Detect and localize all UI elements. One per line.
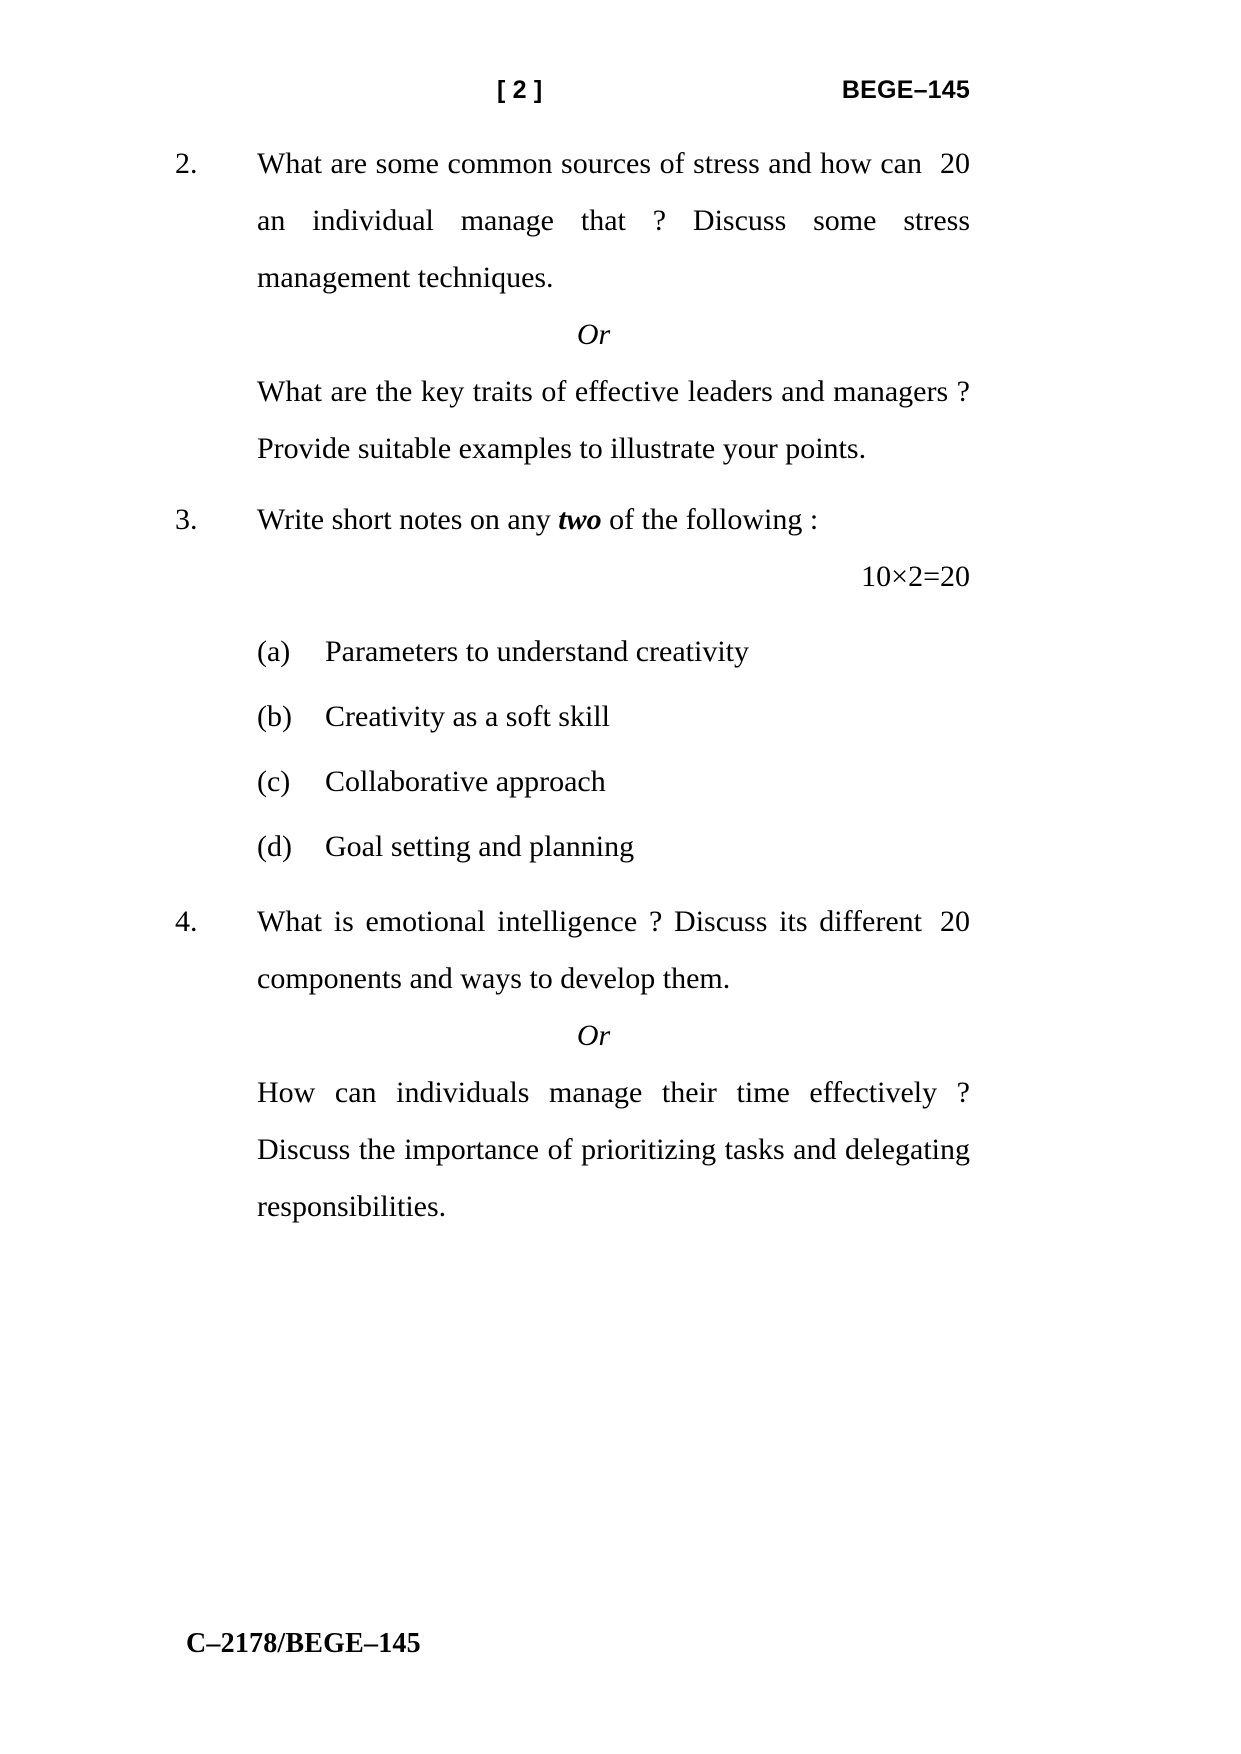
sub-item-text-a: Parameters to understand creativity xyxy=(325,635,750,668)
question-2-alternative-text: What are the key traits of effective leaders and managers ? Provide suitable examples to illustrate your points. xyxy=(257,375,970,465)
question-4-text-wrap xyxy=(257,893,970,1007)
question-4-alternative-text: How can individuals manage their time effectively ? Discuss the importance of prioritizing tasks and delegating responsibilities. xyxy=(257,1076,970,1223)
question-2-number: 2. xyxy=(175,147,198,180)
question-2-marks: 20 xyxy=(940,147,970,180)
list-item xyxy=(257,749,970,814)
list-item xyxy=(257,814,970,879)
question-4 xyxy=(175,893,970,1235)
question-3 xyxy=(175,491,970,879)
list-item xyxy=(257,619,970,684)
question-content xyxy=(175,135,970,1235)
question-4-main xyxy=(175,893,970,1007)
question-2-alternative-row xyxy=(175,363,970,477)
footer-code: C–2178/BEGE–145 xyxy=(186,1628,421,1659)
page-number: [ 2 ] xyxy=(497,76,543,104)
question-4-alternative-row xyxy=(175,1064,970,1235)
question-3-text-wrap xyxy=(257,491,970,548)
paper-code: BEGE–145 xyxy=(841,76,970,104)
question-4-marks: 20 xyxy=(940,905,970,938)
question-2-main xyxy=(175,135,970,306)
sub-item-label-c: (c) xyxy=(257,765,291,798)
question-3-text-after: of the following : xyxy=(601,503,819,536)
question-2-or-label: Or xyxy=(576,318,611,351)
question-3-text-before: Write short notes on any xyxy=(257,503,559,536)
question-2-text: What are some common sources of stress and how can an individual manage that ? Discuss some stress management techniques. xyxy=(257,147,970,294)
question-4-text: What is emotional intelligence ? Discuss its different components and ways to develop them. xyxy=(257,905,922,995)
list-item xyxy=(257,684,970,749)
question-4-or-label: Or xyxy=(576,1019,611,1052)
sub-item-label-a: (a) xyxy=(257,635,291,668)
sub-item-text-b: Creativity as a soft skill xyxy=(325,700,610,733)
question-3-number: 3. xyxy=(175,503,198,536)
page-header xyxy=(175,76,970,112)
question-3-marks: 10×2=20 xyxy=(861,560,970,593)
question-2 xyxy=(175,135,970,477)
question-2-text-wrap xyxy=(257,135,970,306)
sub-item-label-b: (b) xyxy=(257,700,292,733)
sub-item-text-c: Collaborative approach xyxy=(325,765,606,798)
question-3-sub-list xyxy=(175,619,970,879)
sub-item-label-d: (d) xyxy=(257,830,292,863)
question-3-emphasis: two xyxy=(558,503,602,536)
question-3-main xyxy=(175,491,970,548)
sub-item-text-d: Goal setting and planning xyxy=(325,830,635,863)
question-4-number: 4. xyxy=(175,905,198,938)
